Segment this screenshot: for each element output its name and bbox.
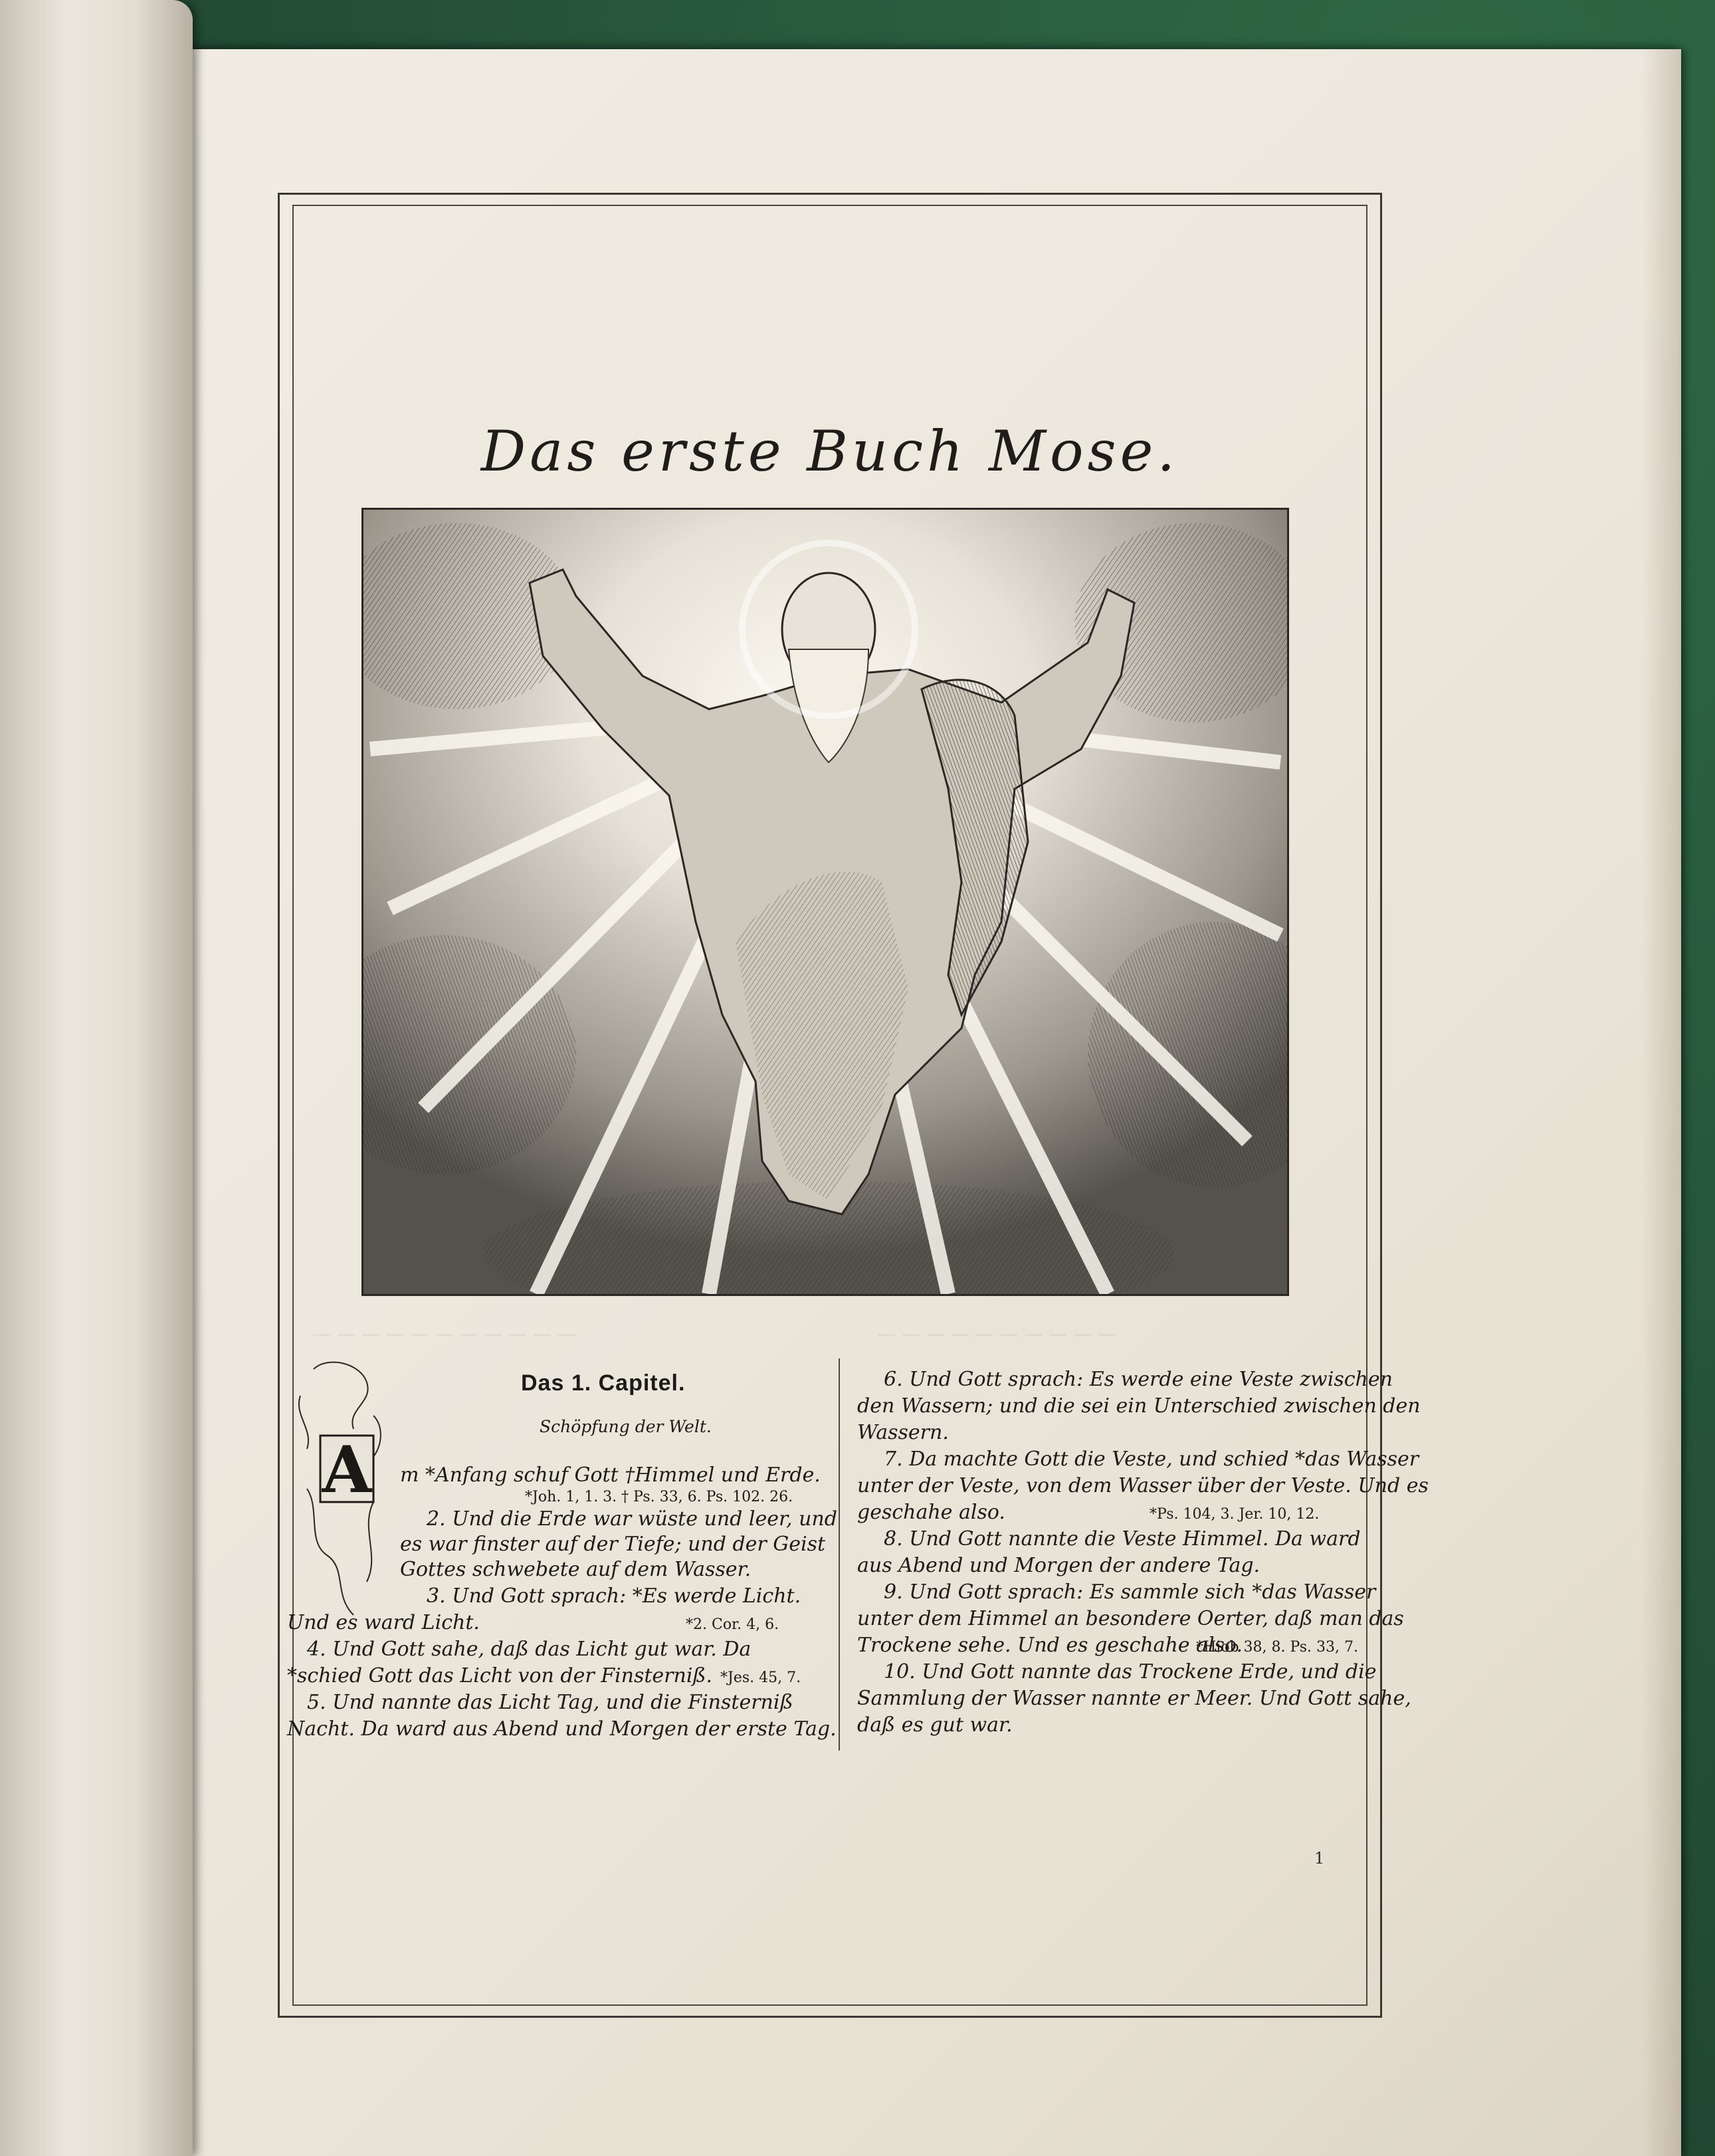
verse-line: geschahe also. xyxy=(857,1501,1005,1524)
decorated-initial-letter xyxy=(287,1356,393,1622)
verse-line: Gottes schwebete auf dem Wasser. xyxy=(400,1558,752,1581)
footnote-reference: *Joh. 1, 1. 3. † Ps. 33, 6. Ps. 102. 26. xyxy=(525,1489,793,1505)
footnote-reference: *Hiob 38, 8. Ps. 33, 7. xyxy=(1196,1639,1358,1656)
engraving-artwork xyxy=(363,510,1287,1294)
column-divider xyxy=(839,1358,840,1751)
verse-line: unter dem Himmel an besondere Oerter, daß man das xyxy=(857,1607,1404,1630)
verse-line: Und es ward Licht. xyxy=(287,1611,480,1634)
verse-line: 9. Und Gott sprach: Es sammle sich *das Wasser xyxy=(884,1580,1376,1604)
verse-line: Nacht. Da ward aus Abend und Morgen der erste Tag. xyxy=(287,1717,837,1741)
text-column-left xyxy=(287,1356,837,1755)
bleed-through-text: — — — — — — — — — — — xyxy=(312,1323,577,1345)
verse-line: es war finster auf der Tiefe; und der Geist xyxy=(400,1533,826,1556)
verse-line: den Wassern; und die sei ein Unterschied zwischen den xyxy=(857,1394,1421,1418)
verse-line: 7. Da machte Gott die Veste, und schied *das Wasser xyxy=(884,1448,1419,1471)
verse-line: 4. Und Gott sahe, daß das Licht gut war. Da xyxy=(307,1638,752,1661)
facing-page-edge xyxy=(0,0,193,2156)
verse-line: 2. Und die Erde war wüste und leer, und xyxy=(427,1507,837,1531)
book-title: Das erste Buch Mose. xyxy=(480,419,1179,484)
verse-line: Trockene sehe. Und es geschahe also. xyxy=(857,1634,1243,1657)
verse-line: Wassern. xyxy=(857,1421,949,1444)
footnote-reference: *Ps. 104, 3. Jer. 10, 12. xyxy=(1150,1506,1320,1523)
verse-line: aus Abend und Morgen der andere Tag. xyxy=(857,1554,1261,1577)
chapter-subtitle: Schöpfung der Welt. xyxy=(540,1417,712,1436)
verse-line: 6. Und Gott sprach: Es werde eine Veste zwischen xyxy=(884,1368,1393,1391)
verse-line: Sammlung der Wasser nannte er Meer. Und Gott sahe, xyxy=(857,1687,1411,1710)
page-number: 1 xyxy=(1314,1849,1325,1868)
creation-engraving xyxy=(361,508,1289,1296)
verse-line: unter der Veste, von dem Wasser über der Veste. Und es xyxy=(857,1474,1429,1497)
verse-line: 8. Und Gott nannte die Veste Himmel. Da ward xyxy=(884,1527,1361,1551)
chapter-heading: Das 1. Capitel. xyxy=(521,1370,686,1396)
verse-line: 10. Und Gott nannte das Trockene Erde, und die xyxy=(884,1660,1377,1683)
initial-glyph: A xyxy=(322,1432,372,1507)
text-column-right xyxy=(857,1356,1429,1755)
verse-line: 3. Und Gott sprach: *Es werde Licht. xyxy=(427,1584,801,1608)
footnote-reference: *Jes. 45, 7. xyxy=(720,1670,801,1686)
verse-line: *schied Gott das Licht von der Finsterniß. xyxy=(287,1664,713,1687)
page-edge-shadow xyxy=(1641,49,1681,2156)
verse-line: m *Anfang schuf Gott †Himmel und Erde. xyxy=(400,1463,821,1487)
bleed-through-text: — — — — — — — — — — xyxy=(877,1323,1117,1345)
footnote-reference: *2. Cor. 4, 6. xyxy=(686,1616,779,1633)
verse-line: 5. Und nannte das Licht Tag, und die Finsterniß xyxy=(307,1691,793,1714)
verse-line: daß es gut war. xyxy=(857,1713,1013,1737)
